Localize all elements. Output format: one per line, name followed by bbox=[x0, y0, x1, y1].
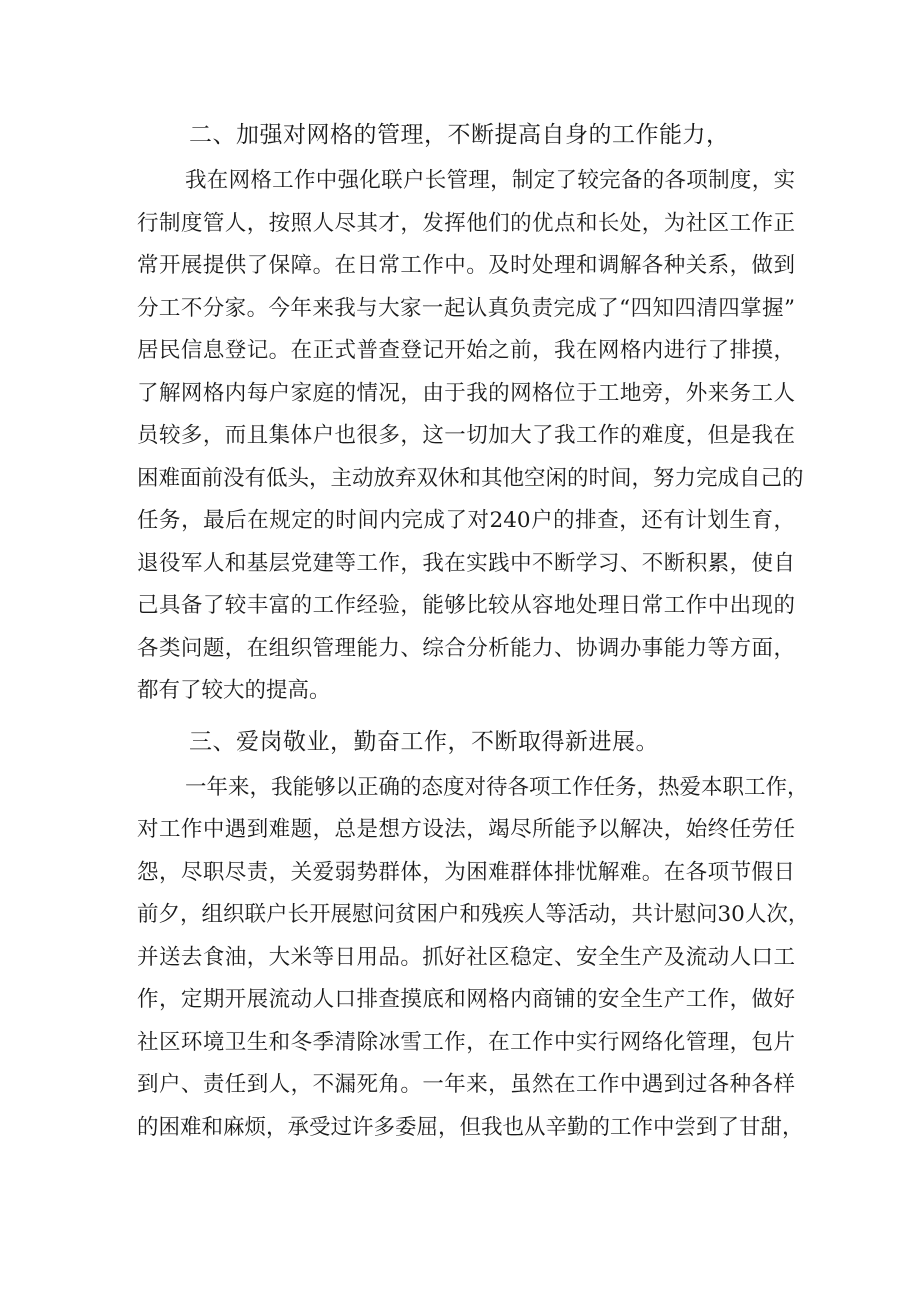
paragraph-line: 作，定期开展流动人口排查摸底和网格内商铺的安全生产工作，做好 bbox=[137, 987, 795, 1012]
paragraph-line: 分工不分家。今年来我与大家一起认真负责完成了“四知四清四掌握” bbox=[137, 295, 795, 321]
paragraph-line: 了解网格内每户家庭的情况，由于我的网格位于工地旁，外来务工人 bbox=[137, 380, 795, 406]
section-paragraph-2 bbox=[137, 160, 804, 713]
paragraph-line: 员较多，而且集体户也很多，这一切加大了我工作的难度，但是我在 bbox=[137, 423, 795, 448]
paragraph-line: 到户、责任到人，不漏死角。一年来，虽然在工作中遇到过各种各样 bbox=[137, 1072, 795, 1097]
paragraph-line: 常开展提供了保障。在日常工作中。及时处理和调解各种关系，做到 bbox=[137, 253, 795, 278]
paragraph-line: 行制度管人，按照人尽其才，发挥他们的优点和长处，为社区工作正 bbox=[137, 210, 795, 236]
paragraph-line: 怨，尽职尽责，关爱弱势群体，为困难群体排忧解难。在各项节假日 bbox=[137, 859, 795, 885]
document-body bbox=[137, 112, 810, 1149]
paragraph-line: 我在网格工作中强化联户长管理，制定了较完备的各项制度，实 bbox=[185, 168, 795, 193]
paragraph-line: 并送去食油，大米等日用品。抓好社区稳定、安全生产及流动人口工 bbox=[137, 944, 795, 970]
paragraph-line: 各类问题，在组织管理能力、综合分析能力、协调办事能力等方面， bbox=[137, 635, 795, 661]
paragraph-line: 己具备了较丰富的工作经验，能够比较从容地处理日常工作中出现的 bbox=[137, 593, 795, 618]
paragraph-line: 都有了较大的提高。 bbox=[137, 678, 331, 703]
paragraph-line: 前夕，组织联户长开展慰问贫困户和残疾人等活动，共计慰问30人次， bbox=[137, 902, 810, 927]
paragraph-line: 一年来，我能够以正确的态度对待各项工作任务，热爱本职工作， bbox=[185, 774, 809, 800]
section-paragraph-3 bbox=[137, 767, 810, 1150]
section-heading-2: 二、加强对网格的管理，不断提高自身的工作能力， bbox=[189, 122, 730, 148]
section-heading-3: 三、爱岗敬业，勤奋工作，不断取得新进展。 bbox=[189, 728, 659, 755]
paragraph-line: 的困难和麻烦，承受过许多委屈，但我也从辛勤的工作中尝到了甘甜， bbox=[137, 1114, 804, 1140]
paragraph-line: 困难面前没有低头，主动放弃双休和其他空闲的时间，努力完成自己的 bbox=[137, 465, 804, 491]
paragraph-line: 对工作中遇到难题，总是想方设法，竭尽所能予以解决，始终任劳任 bbox=[137, 817, 795, 842]
paragraph-line: 居民信息登记。在正式普查登记开始之前，我在网格内进行了排摸， bbox=[137, 338, 795, 363]
paragraph-line: 社区环境卫生和冬季清除冰雪工作，在工作中实行网络化管理，包片 bbox=[137, 1029, 795, 1055]
paragraph-line: 任务，最后在规定的时间内完成了对240户的排查，还有计划生育， bbox=[137, 508, 795, 533]
paragraph-line: 退役军人和基层党建等工作，我在实践中不断学习、不断积累，使自 bbox=[137, 550, 795, 576]
